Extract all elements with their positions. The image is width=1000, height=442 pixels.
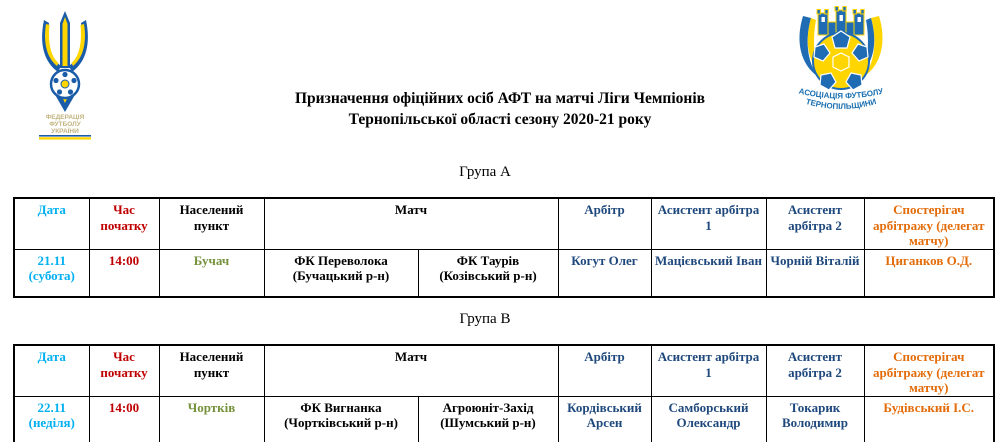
col-header-referee: Арбітр (558, 345, 651, 396)
col-header-observer: Спостерігач арбітражу (делегат матчу) (864, 198, 994, 249)
col-header-assistant2: Асистент арбітра 2 (766, 345, 864, 396)
cell-place: Бучач (159, 249, 264, 297)
aft-wordmark-line2: ТЕРНОПІЛЬЩИНИ (804, 96, 878, 112)
cell-referee: Когут Олег (558, 249, 651, 297)
ffu-wordmark-line1: ФЕДЕРАЦІЯ (45, 114, 85, 121)
cell-observer: Циганков О.Д. (864, 249, 994, 297)
cell-assistant2: Чорній Віталій (766, 249, 864, 297)
cell-date: 21.11 (субота) (14, 249, 89, 297)
cell-home-team: ФК Вигнанка (Чортківський р-н) (264, 396, 418, 442)
group-b-header-row (14, 345, 994, 396)
cell-place: Чортків (159, 396, 264, 442)
cell-referee: Кордівський Арсен (558, 396, 651, 442)
col-header-assistant2: Асистент арбітра 2 (766, 198, 864, 249)
cell-time: 14:00 (89, 396, 159, 442)
col-header-match: Матч (264, 345, 558, 396)
cell-away-team: Агроюніт-Захід (Шумський р-н) (418, 396, 558, 442)
group-b-match-row (14, 396, 994, 442)
col-header-date: Дата (14, 345, 89, 396)
col-header-assistant1: Асистент арбітра 1 (651, 198, 766, 249)
col-header-observer: Спостерігач арбітражу (делегат матчу) (864, 345, 994, 396)
group-a-header-row (14, 198, 994, 249)
page-title (0, 88, 1000, 130)
cell-assistant2: Токарик Володимир (766, 396, 864, 442)
col-header-referee: Арбітр (558, 198, 651, 249)
group-a-label: Група А (459, 164, 511, 180)
group-b-label: Група В (459, 311, 511, 327)
col-header-date: Дата (14, 198, 89, 249)
group-b-schedule-table (13, 344, 995, 442)
cell-observer: Будівський І.С. (864, 396, 994, 442)
group-a-match-row (14, 249, 994, 297)
cell-assistant1: Мацієвський Іван (651, 249, 766, 297)
cell-time: 14:00 (89, 249, 159, 297)
cell-away-team: ФК Таурів (Козівський р-н) (418, 249, 558, 297)
cell-home-team: ФК Переволока (Бучацький р-н) (264, 249, 418, 297)
col-header-time: Час початку (89, 345, 159, 396)
cell-assistant1: Самборський Олександр (651, 396, 766, 442)
group-a-schedule-table (13, 197, 995, 298)
col-header-place: Населений пункт (159, 198, 264, 249)
page-title-line2: Тернопільської області сезону 2020-21 року (348, 111, 652, 128)
page-title-line1: Призначення офіційних осіб АФТ на матчі Ліги Чемпіонів (295, 90, 705, 107)
col-header-time: Час початку (89, 198, 159, 249)
cell-date: 22.11 (неділя) (14, 396, 89, 442)
aft-wordmark-line1: АСОЦІАЦІЯ ФУТБОЛУ (797, 86, 885, 101)
col-header-assistant1: Асистент арбітра 1 (651, 345, 766, 396)
ffu-wordmark-line3: УКРАЇНИ (51, 128, 79, 135)
col-header-place: Населений пункт (159, 345, 264, 396)
col-header-match: Матч (264, 198, 558, 249)
ffu-wordmark-line2: ФУТБОЛУ (49, 121, 81, 128)
